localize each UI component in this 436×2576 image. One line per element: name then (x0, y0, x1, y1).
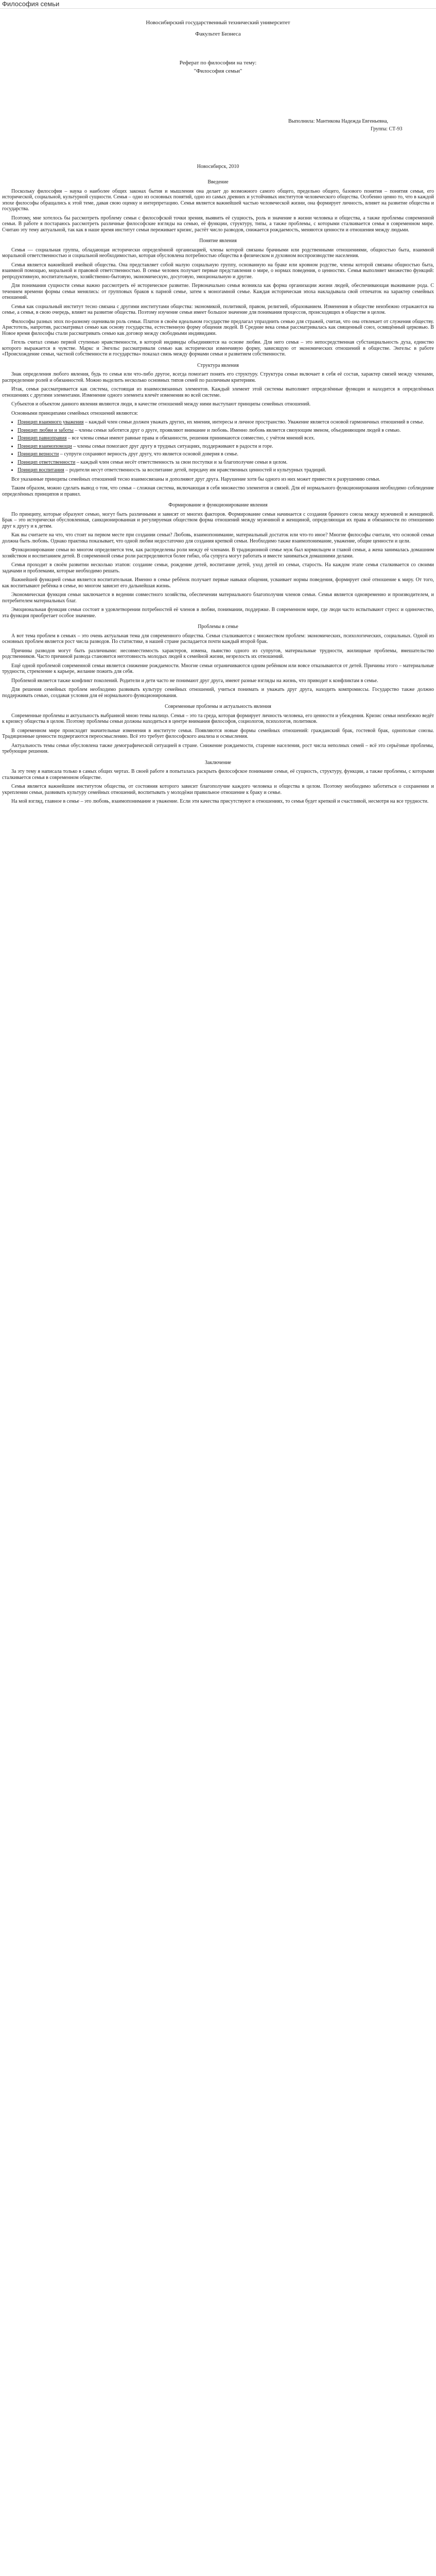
principle-name: Принцип любви и заботы (18, 427, 74, 433)
principle-name: Принцип воспитания (18, 467, 64, 473)
paragraph: Современные проблемы и актуальность выбранной мною темы налицо. Семья – это та среда, которая формирует личность человека, его ценности и убеждения. Кризис семьи неизбежно ведёт к кризису общества в целом. Поэтому проблемы семьи должны находиться в центре внимания философов, социологов, психологов, политиков. (2, 713, 434, 724)
paragraph: Семья является важнейшим институтом общества, от состояния которого зависит благополучие каждого человека и общества в целом. Поэтому необходимо заботиться о сохранении и укреплении семьи, развивать культуру семейных отношений, воспитывать у молодёжи правильное отношение к браку и семье. (2, 784, 434, 795)
page-title: Философия семьи (2, 0, 60, 8)
paragraph: Семья как социальный институт тесно связана с другими институтами общества: экономикой, политикой, правом, религией, образованием. Изменения в обществе неизбежно отражаются на семье, а семья, в свою очередь, влияет на развитие общества. Поэтому изучение семьи имеет большое значение для понимания процессов, происходящих в обществе в целом. (2, 303, 434, 315)
section-heading: Введение (207, 179, 229, 185)
referat-topic: "Философия семьи" (194, 68, 242, 74)
paragraph: За эту тему я написала только в самых общих чертах. В своей работе я попыталась раскрыть философское понимание семьи, её сущность, структуру, функции, а также проблемы, с которыми сталкивается семья в современном обществе. (2, 769, 434, 781)
principle-text: – каждый член семьи несёт ответственность за свои поступки и за благополучие семьи в целом. (76, 459, 288, 465)
paragraph: Семья является важнейшей ячейкой общества. Она представляет собой малую социальную группу, основанную на браке или кровном родстве, члены которой связаны общностью быта, взаимной помощью, моральной и правовой ответственностью. В семье человек получает первые представления о мире, о нормах поведения, о ценностях. Семья выполняет множество функций: репродуктивную, воспитательную, хозяйственно-бытовую, экономическую, досуговую, эмоциональную и другие. (2, 262, 434, 280)
group-line: Группа: СТ-93 (371, 126, 403, 132)
paragraph: Поскольку философия – наука о наиболее общих законах бытия и мышления она делает до возможного самого общего, предельно общего, базового понятия – понятия семьи, его исторической, социальной, культурной сущности. Семья – одно из основных понятий, одно из самых древних и устойчивых институтов человеческого общества. Особенно ценно то, что в каждой эпохе философы обращались к этой теме, давая свою оценку и интерпретацию. Семья является важнейшей частью человеческой жизни, она формирует личность, влияет на развитие общества и государства. (2, 188, 434, 212)
paragraph: Ещё одной проблемой современной семьи является снижение рождаемости. Многие семьи ограничиваются одним ребёнком или вовсе отказываются от детей. Причины этого – материальные трудности, стремление к карьере, желание пожить для себя. (2, 663, 434, 674)
paragraph: Таким образом, можно сделать вывод о том, что семья – сложная система, включающая в себя множество элементов и связей. Для её нормального функционирования необходимо соблюдение определённых принципов и правил. (2, 485, 434, 497)
section (2, 238, 434, 358)
principle-item (18, 451, 434, 457)
section (2, 624, 434, 699)
principle-text: – родители несут ответственность за воспитание детей, передачу им нравственных ценностей и культурных традиций. (65, 467, 326, 473)
principle-name: Принцип взаимного уважения (18, 419, 84, 425)
paragraph: Функционирование семьи во многом определяется тем, как распределены роли между её членами. В традиционной семье муж был кормильцем и главой семьи, а жена занималась домашним хозяйством и воспитанием детей. В современной семье роли распределяются более гибко, оба супруга могут работать и вместе заниматься домашними делами. (2, 547, 434, 559)
section-heading: Понятие явления (199, 238, 237, 244)
paragraph: Причины разводов могут быть различными: несовместимость характеров, измена, пьянство одного из супругов, материальные трудности, жилищные проблемы, вмешательство родственников. Часто причиной развода становится неготовность молодых людей к семейной жизни, незрелость их отношений. (2, 648, 434, 659)
principle-name: Принцип взаимопомощи (18, 443, 72, 449)
principle-item (18, 467, 434, 473)
section (2, 502, 434, 619)
section-heading: Заключение (205, 759, 231, 766)
paragraph: Актуальность темы семьи обусловлена также демографической ситуацией в стране. Снижение рождаемости, старение населения, рост числа неполных семей – всё это серьёзные проблемы, требующие решения. (2, 742, 434, 754)
principle-text: – члены семьи заботятся друг о друге, проявляют внимание и любовь. Именно любовь является связующим звеном, объединяющим людей в семью. (75, 427, 401, 433)
document-body (2, 174, 434, 808)
paragraph: Важнейшей функцией семьи является воспитательная. Именно в семье ребёнок получает первые навыки общения, усваивает нормы поведения, формирует своё отношение к миру. От того, как воспитывают ребёнка в семье, во многом зависит его дальнейшая жизнь. (2, 577, 434, 589)
paragraph: Гегель считал семью первой ступенью нравственности, в которой индивиды объединяются на основе любви. Для него семья – это непосредственная субстанциальность духа, единство которого выражается в чувстве. Маркс и Энгельс рассматривали семью как исторически изменчивую форму, зависящую от экономических отношений в обществе. Энгельс в работе «Происхождение семьи, частной собственности и государства» показал связь между формами семьи и развитием собственности. (2, 340, 434, 357)
paragraph: Итак, семья рассматривается как система, состоящая из взаимосвязанных элементов. Каждый элемент этой системы выполняет определённые функции и находится в определённых отношениях с другими элементами. Изменение одного элемента влечёт изменения во всей системе. (2, 386, 434, 398)
paragraph: Для решения семейных проблем необходимо развивать культуру семейных отношений, учиться понимать и уважать друг друга, находить компромиссы. Государство также должно поддерживать семью, создавая условия для её нормального функционирования. (2, 687, 434, 699)
principle-name: Принцип ответственности (18, 459, 76, 465)
paragraph: В современном мире происходят значительные изменения в институте семьи. Появляются новые формы семейных отношений: гражданский брак, гостевой брак, однополые союзы. Традиционные ценности подвергаются переосмыслению. Всё это требует философского анализа и осмысления. (2, 727, 434, 739)
section (2, 760, 434, 805)
paragraph: Семья — социальная группа, обладающая исторически определённой организацией, члены которой связаны брачными или родственными отношениями, общностью быта, взаимной моральной ответственностью и социальной необходимостью, которая обусловлена потребностью общества в физическом и духовном воспроизводстве населения. (2, 247, 434, 259)
paragraph: Эмоциональная функция семьи состоит в удовлетворении потребностей её членов в любви, понимании, поддержке. В современном мире, где люди часто испытывают стресс и одиночество, эта функция приобретает особое значение. (2, 607, 434, 619)
university-name: Новосибирский государственный технический университет (146, 20, 290, 26)
paragraph: Поэтому, мне хотелось бы рассмотреть проблему семьи с философской точки зрения, выявить её сущность, роль и значение в жизни человека и общества, а также проблемы современной семьи. В работе я постараюсь рассмотреть различные философские взгляды на семью, её функции, структуру, типы, а также проблемы, с которыми сталкивается семья в современном мире. Считаю эту тему актуальной, так как в наше время институт семьи переживает кризис, растёт число разводов, снижается рождаемость, меняются ценности и отношения между людьми. (2, 215, 434, 233)
principle-item (18, 444, 434, 450)
paragraph: По принципу, которые образуют семью, могут быть различными и зависят от многих факторов. Формирование семьи начинается с создания брачного союза между мужчиной и женщиной. Брак – это исторически обусловленная, санкционированная и регулируемая обществом форма отношений между мужчиной и женщиной, определяющая их права и обязанности по отношению друг к другу и к детям. (2, 511, 434, 529)
city-year: Новосибирск, 2010 (197, 164, 239, 170)
section (2, 704, 434, 755)
paragraph: На мой взгляд, главное в семье – это любовь, взаимопонимание и уважение. Если эти качества присутствуют в отношениях, то семья будет крепкой и счастливой, несмотря на все трудности. (11, 799, 429, 804)
section-heading: Формирование и функционирование явления (168, 502, 268, 508)
principle-item (18, 419, 434, 426)
principle-text: – каждый член семьи должен уважать других, их мнения, интересы и личное пространство. Уважение является основой гармоничных отношений в семье. (85, 419, 424, 425)
paragraph: Экономическая функция семьи заключается в ведении совместного хозяйства, обеспечении материального благополучия членов семьи. Семья является одновременно и производителем, и потребителем материальных благ. (2, 592, 434, 604)
paragraph: Как вы считаете на что, что стоит на первом месте при создании семьи? Любовь, взаимопонимание, материальный достаток или что-то иное? Многие философы считали, что основой семьи должна быть любовь. Однако практика показывает, что одной любви недостаточно для создания крепкой семьи. Необходимо также взаимопонимание, уважение, общие ценности и цели. (2, 532, 434, 544)
faculty-name: Факультет Бизнеса (195, 31, 241, 37)
section (2, 363, 434, 498)
principle-name: Принцип равноправия (18, 435, 67, 441)
principle-name: Принцип верности (18, 451, 59, 457)
page-title-bar (0, 0, 436, 9)
paragraph: Основными принципами семейных отношений являются: (11, 410, 138, 416)
principle-text: – супруги сохраняют верность друг другу, что является основой доверия в семье. (60, 451, 239, 457)
author-line: Выполнила: Мантикова Надежда Евгеньевна, (288, 118, 389, 124)
principle-item (18, 435, 434, 442)
section-heading: Структура явления (197, 362, 239, 368)
paragraph: Для понимания сущности семьи важно рассмотреть её историческое развитие. Первоначально семья возникла как форма организации жизни людей, обеспечивающая выживание рода. С течением времени формы семьи менялись: от групповых браков к парной семье, затем к моногамной семье. Каждая историческая эпоха накладывала свой отпечаток на характер семейных отношений. (2, 283, 434, 300)
paragraph: Философы разных эпох по-разному оценивали роль семьи. Платон в своём идеальном государстве предлагал упразднить семью для стражей, считая, что она отвлекает от служения обществу. Аристотель, напротив, рассматривал семью как основу государства, естественную форму общения людей. В Средние века семья рассматривалась как священный союз, освящённый церковью. В Новое время философы стали рассматривать семью как договор между свободными индивидами. (2, 318, 434, 336)
paragraph: А вот тема проблем в семьях – это очень актуальная тема для современного общества. Семьи сталкиваются с множеством проблем: экономических, психологических, социальных. Одной из основных проблем является рост числа разводов. По статистике, в нашей стране распадается почти каждый второй брак. (2, 633, 434, 645)
paragraph: Знак определения любого явления, будь то семья или что-либо другое, всегда помогает понять его структуру. Структура семьи включает в себя её состав, характер связей между членами, распределение ролей и обязанностей. Можно выделить несколько основных типов семей по различным критериям. (2, 371, 434, 383)
paragraph: Все указанные принципы семейных отношений тесно взаимосвязаны и дополняют друг друга. Нарушение хотя бы одного из них может привести к разрушению семьи. (11, 476, 380, 482)
paragraph: Семья проходит в своём развитии несколько этапов: создание семьи, рождение детей, воспитание детей, уход детей из семьи, старость. На каждом этапе семья сталкивается со своими задачами и проблемами, которые необходимо решать. (2, 562, 434, 574)
principle-item (18, 460, 434, 466)
principle-item (18, 428, 434, 434)
referat-label: Реферат по философии на тему: (179, 60, 257, 66)
paragraph: Проблемой является также конфликт поколений. Родители и дети часто не понимают друг друга, имеют разные взгляды на жизнь, что приводит к конфликтам в семье. (11, 677, 378, 684)
section-heading: Современные проблемы и актуальность явления (165, 704, 271, 709)
principles-list (2, 419, 434, 473)
principle-text: – все члены семьи имеют равные права и обязанности, решения принимаются совместно, с учётом мнений всех. (67, 435, 316, 441)
principle-text: – члены семьи помогают друг другу в трудных ситуациях, поддерживают в радости и горе. (73, 443, 273, 449)
section (2, 179, 434, 233)
paragraph: Субъектов и объектом данного явления являются люди, в качестве отношений между ними выступают принципы семейных отношений. (11, 401, 311, 407)
section-heading: Проблемы в семье (198, 624, 238, 630)
